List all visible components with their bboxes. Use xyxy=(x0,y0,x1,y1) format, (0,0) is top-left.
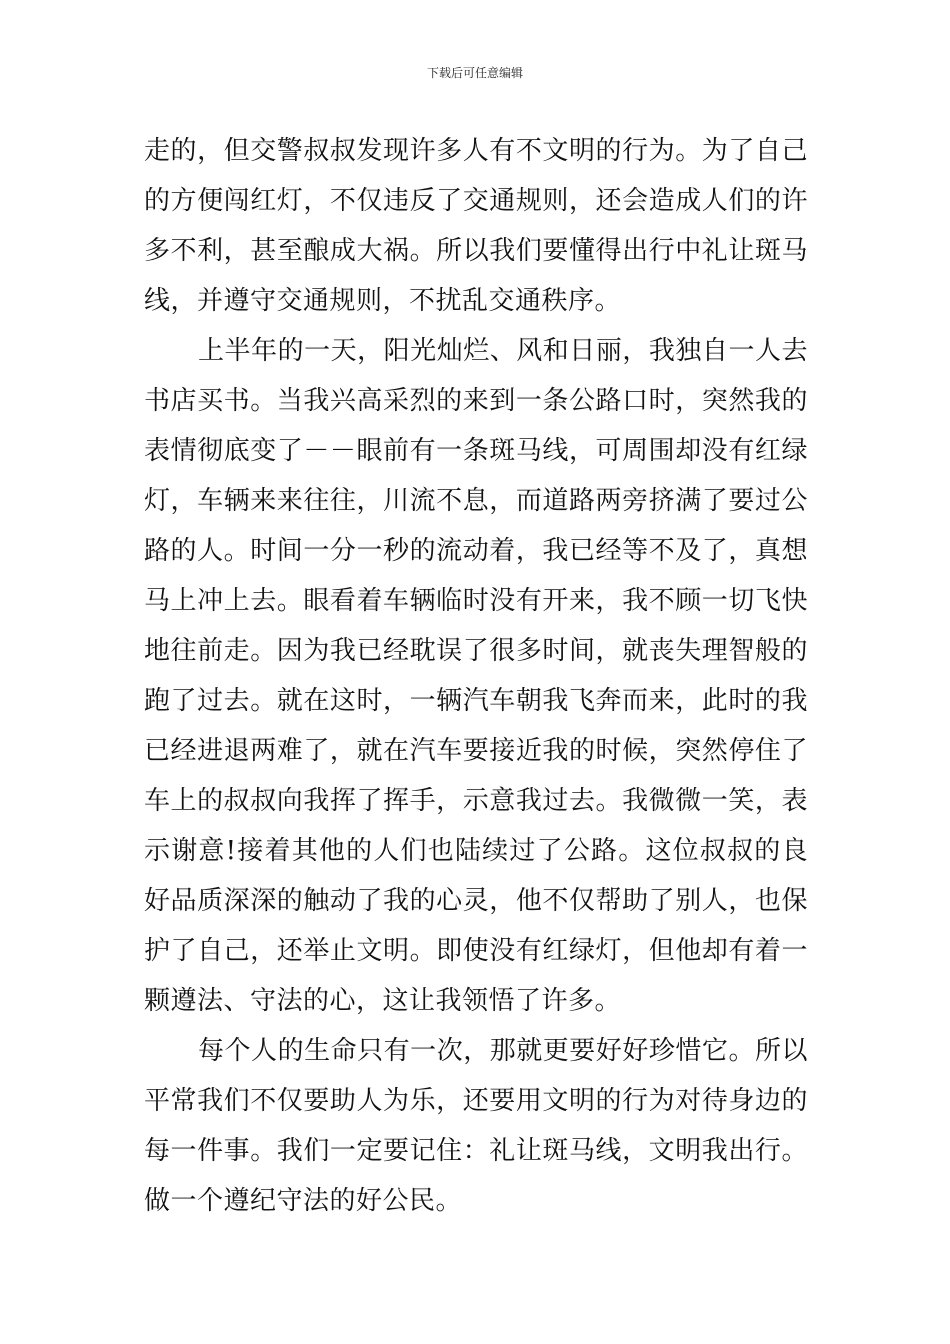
paragraph-continuation: 走的，但交警叔叔发现许多人有不文明的行为。为了自己的方便闯红灯，不仅违反了交通规则，还会造成人们的许多不利，甚至酿成大祸。所以我们要懂得出行中礼让斑马线，并遵守交通规则，不扰乱交通秩序。 xyxy=(144,136,808,316)
paragraph-story: 上半年的一天，阳光灿烂、风和日丽，我独自一人去书店买书。当我兴高采烈的来到一条公路口时，突然我的表情彻底变了－－眼前有一条斑马线，可周围却没有红绿灯，车辆来来往往，川流不息，而道路两旁挤满了要过公路的人。时间一分一秒的流动着，我已经等不及了，真想马上冲上去。眼看着车辆临时没有开来，我不顾一切飞快地往前走。因为我已经耽误了很多时间，就丧失理智般的跑了过去。就在这时，一辆汽车朝我飞奔而来，此时的我已经进退两难了，就在汽车要接近我的时候，突然停住了车上的叔叔向我挥了挥手，示意我过去。我微微一笑，表示谢意!接着其他的人们也陆续过了公路。这位叔叔的良好品质深深的触动了我的心灵，他不仅帮助了别人，也保护了自己，还举止文明。即使没有红绿灯，但他却有着一颗遵法、守法的心，这让我领悟了许多。 xyxy=(144,336,808,1016)
document-body xyxy=(144,126,808,1226)
page-header-note: 下载后可任意编辑 xyxy=(426,66,523,80)
paragraph-conclusion: 每个人的生命只有一次，那就更要好好珍惜它。所以平常我们不仅要助人为乐，还要用文明的行为对待身边的每一件事。我们一定要记住：礼让斑马线，文明我出行。做一个遵纪守法的好公民。 xyxy=(144,1036,808,1216)
